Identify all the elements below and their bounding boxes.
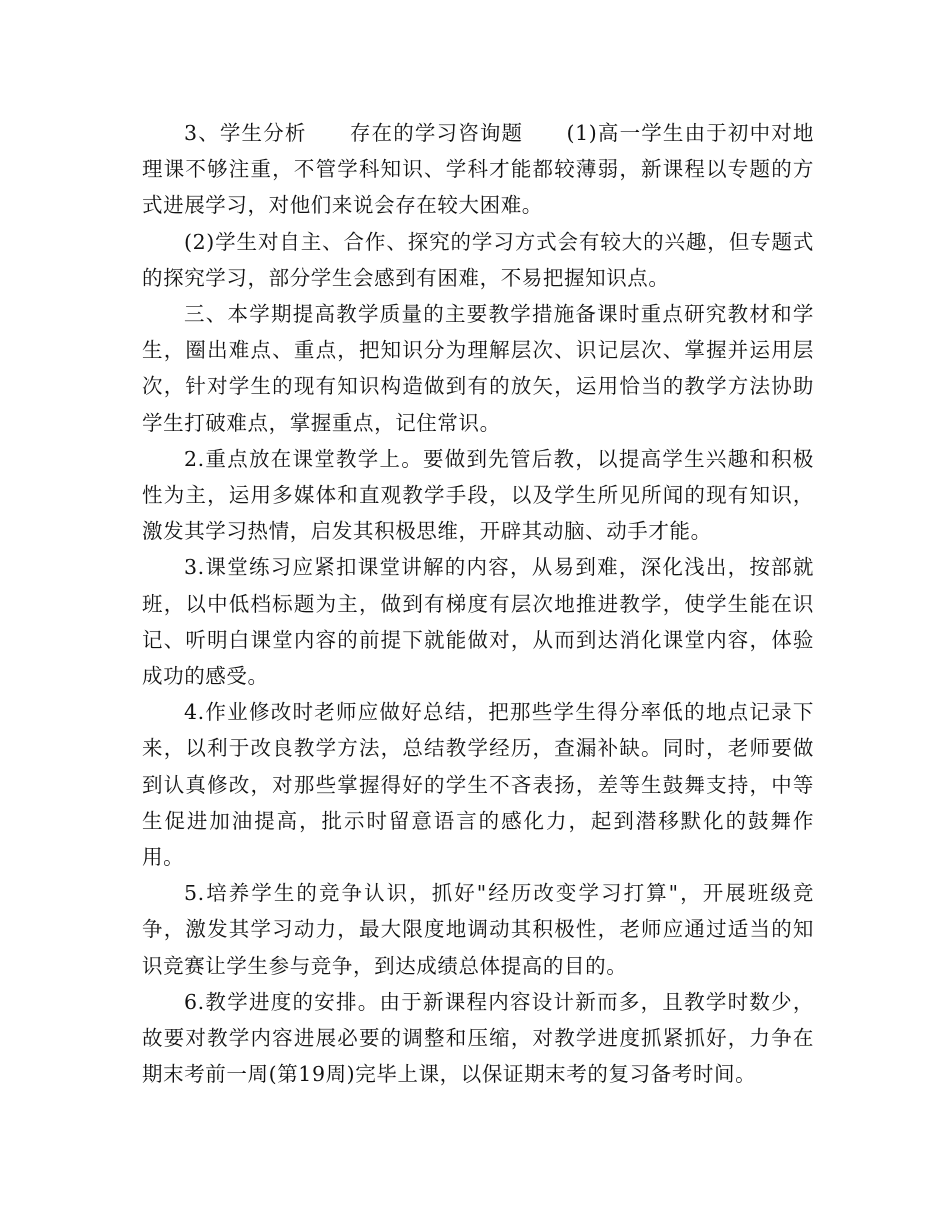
paragraph-classroom-focus: 2.重点放在课堂教学上。要做到先管后教，以提高学生兴趣和积极性为主，运用多媒体和直观教学手段，以及学生所见所闻的现有知识，激发其学习热情，启发其积极思维，开辟其动脑、动手才能。 (142, 446, 814, 544)
paragraph-schedule: 6.教学进度的安排。由于新课程内容设计新而多，且教学时数少，故要对教学内容进展必要的调整和压缩，对教学进度抓紧抓好，力争在期末考前一周(第19周)完毕上课，以保证期末考的复习备考时间。 (142, 989, 814, 1087)
paragraph-homework-review: 4.作业修改时老师应做好总结，把那些学生得分率低的地点记录下来，以利于改良教学方法，总结教学经历，查漏补缺。同时，老师要做到认真修改，对那些掌握得好的学生不吝表扬，差等生鼓舞支持，中等生促进加油提高，批示时留意语言的感化力，起到潜移默化的鼓舞作用。 (142, 700, 814, 870)
paragraph-teaching-measures: 三、本学期提高教学质量的主要教学措施备课时重点研究教材和学生，圈出难点、重点，把知识分为理解层次、识记层次、掌握并运用层次，针对学生的现有知识构造做到有的放矢，运用恰当的教学方法协助学生打破难点，掌握重点，记住常识。 (142, 302, 814, 435)
paragraph-competition: 5.培养学生的竞争认识，抓好"经历改变学习打算"，开展班级竞争，激发其学习动力，最大限度地调动其积极性，老师应通过适当的知识竞赛让学生参与竞争，到达成绩总体提高的目的。 (142, 881, 814, 978)
paragraph-learning-interest: (2)学生对自主、合作、探究的学习方式会有较大的兴趣，但专题式的探究学习，部分学生会感到有困难，不易把握知识点。 (142, 229, 814, 290)
document-body (142, 115, 814, 1092)
paragraph-student-analysis: 3、学生分析 存在的学习咨询题 (1)高一学生由于初中对地理课不够注重，不管学科知识、学科才能都较薄弱，新课程以专题的方式进展学习，对他们来说会存在较大困难。 (142, 121, 814, 218)
paragraph-classroom-practice: 3.课堂练习应紧扣课堂讲解的内容，从易到难，深化浅出，按部就班，以中低档标题为主，做到有梯度有层次地推进教学，使学生能在识记、听明白课堂内容的前提下就能做对，从而到达消化课堂内容，体验成功的感受。 (142, 555, 814, 689)
